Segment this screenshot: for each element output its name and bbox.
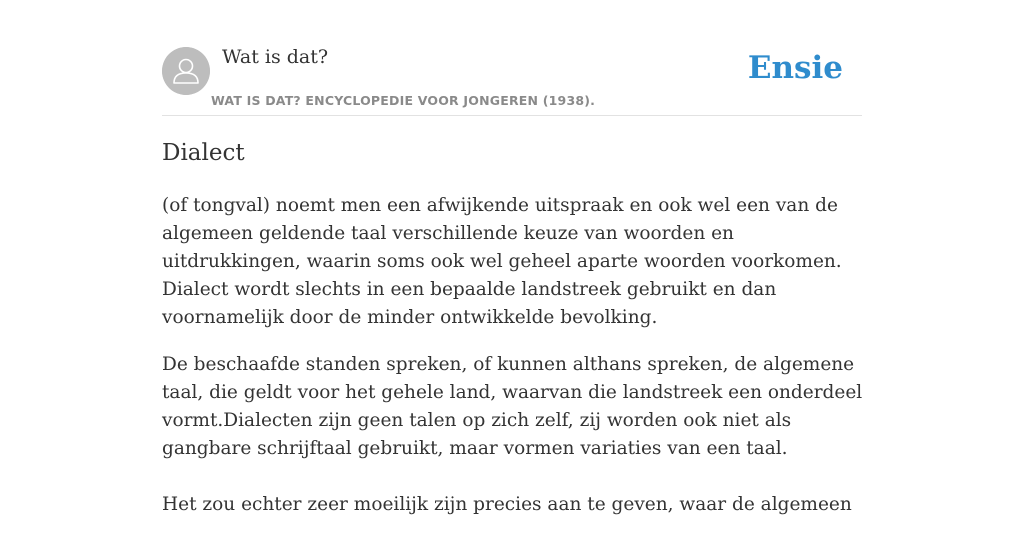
article-page bbox=[162, 0, 863, 515]
entry-title: Dialect bbox=[162, 140, 245, 166]
source-title[interactable]: Wat is dat? bbox=[222, 46, 329, 68]
user-icon[interactable] bbox=[162, 47, 210, 95]
entry-paragraph: Het zou echter zeer moeilijk zijn precies aan te geven, waar de algemeen bbox=[162, 494, 852, 515]
user-icon-graphic bbox=[162, 47, 210, 95]
entry-body bbox=[162, 192, 864, 538]
ensie-logo[interactable]: Ensie bbox=[747, 50, 843, 86]
entry-paragraph: De beschaafde standen spreken, of kunnen althans spreken, de algemene taal, die geldt voor het gehele land, waarvan die landstreek een onderdeel vormt.Dialecten zijn geen talen op zich zelf, zij worden ook niet als gangbare schrijftaal gebruikt, maar vormen variaties van een taal. bbox=[162, 354, 863, 459]
source-subtitle: WAT IS DAT? ENCYCLOPEDIE VOOR JONGEREN (1938). bbox=[211, 93, 596, 108]
source-header bbox=[162, 0, 862, 116]
entry-paragraph: (of tongval) noemt men een afwijkende uitspraak en ook wel een van de algemeen geldende taal verschillende keuze van woorden en uitdrukkingen, waarin soms ook wel geheel aparte woorden voorkomen. Dialect wordt slechts in een bepaalde landstreek gebruikt en dan voornamelijk door de minder ontwikkelde bevolking. bbox=[162, 195, 842, 328]
